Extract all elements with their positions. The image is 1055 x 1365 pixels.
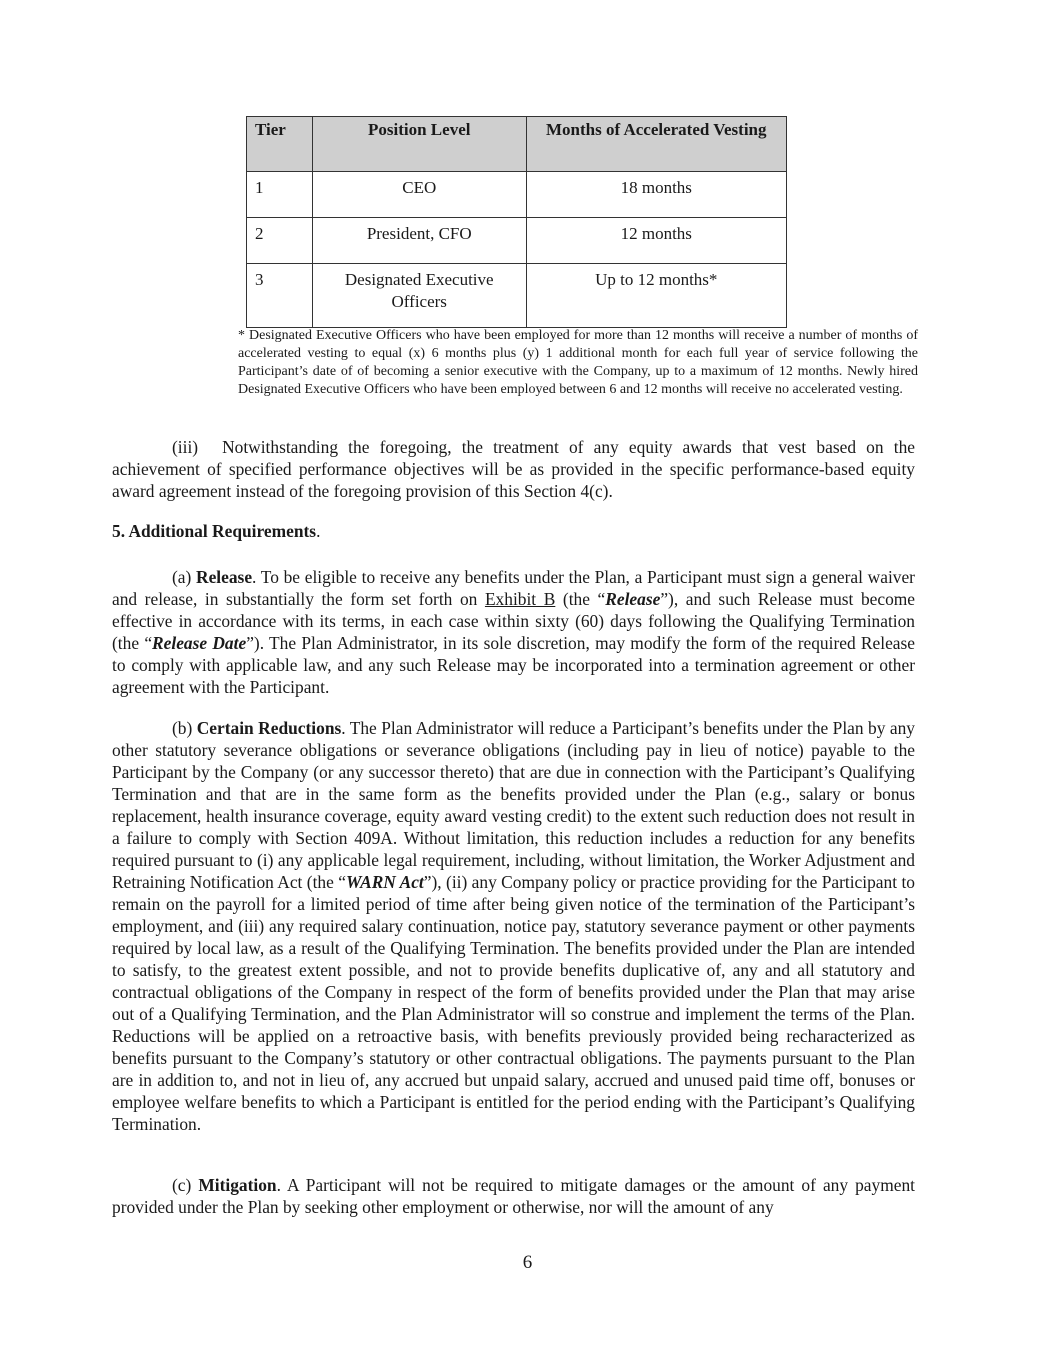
paragraph-heading: Release (196, 567, 253, 587)
header-months-accelerated-vesting: Months of Accelerated Vesting (526, 117, 786, 172)
paragraph-text: . The Plan Administrator will reduce a Participant’s benefits under the Plan by any other statutory severance obligations or severance obligations (including pay in lieu of notice) payable to the Participant by the Company (or any successor thereto) that are due in connection with the Participant’s Qualifying Termination and that are in the same form as the benefits provided under the Plan (e.g., salary or bonus replacement, health insurance coverage, equity award vesting credit) to the extent such reduction does not result in a failure to comply with Section 409A. Without limitation, this reduction includes a reduction for any benefits required pursuant to (i) any applicable legal requirement, including, without limitation, the Worker Adjustment and Retraining Notification Act (the “ (112, 718, 915, 892)
table-footnote: * Designated Executive Officers who have been employed for more than 12 months will receive a number of months of accelerated vesting to equal (x) 6 months plus (y) 1 additional month for each full year of service following the Participant’s date of of becoming a senior executive with the Company, up to a maximum of 12 months. Newly hired Designated Executive Officers who have been employed between 6 and 12 months will receive no accelerated vesting. (238, 328, 918, 397)
tier-cell: 1 (247, 172, 313, 218)
paragraph-text: (the “ (555, 589, 606, 609)
position-cell: CEO (312, 172, 526, 218)
position-cell: Designated Executive Officers (312, 264, 526, 328)
paragraph-label: (iii) (172, 437, 199, 457)
paragraph-c-mitigation (112, 1174, 915, 1218)
section-number: 5. (112, 521, 126, 541)
section-title: Additional Requirements (128, 521, 317, 541)
paragraph-text: Notwithstanding the foregoing, the treatment of any equity awards that vest based on the achievement of specified performance objectives will be as provided in the specific performance-based equity award agreement instead of the foregoing provision of this Section 4(c). (112, 437, 915, 501)
table-row (247, 172, 787, 218)
paragraph-text: ”), and such Release must become effective in accordance with its terms, in each case within sixty (60) days following the Qualifying Termination (the “ (112, 589, 916, 653)
exhibit-b-reference: Exhibit B (484, 589, 556, 609)
position-cell: President, CFO (312, 218, 526, 264)
paragraph-text: . A Participant will not be required to mitigate damages or the amount of any payment provided under the Plan by seeking other employment or otherwise, nor will the amount of any (112, 1175, 915, 1217)
months-cell: Up to 12 months* (526, 264, 786, 328)
paragraph-label: (b) (172, 718, 193, 738)
paragraph-iii (112, 436, 915, 502)
defined-term: Release (605, 589, 661, 609)
tier-cell: 3 (247, 264, 313, 328)
months-cell: 18 months (526, 172, 786, 218)
months-cell: 12 months (526, 218, 786, 264)
paragraph-heading: Mitigation (198, 1175, 277, 1195)
paragraph-text: . To be eligible to receive any benefits under the Plan, a Participant must sign a general waiver and release, in substantially the form set forth on (112, 567, 915, 609)
header-tier: Tier (247, 117, 313, 172)
paragraph-label: (a) (172, 567, 192, 587)
table-row (247, 264, 787, 328)
tier-cell: 2 (247, 218, 313, 264)
vesting-table (246, 116, 787, 328)
paragraph-b-certain-reductions (112, 717, 915, 1135)
defined-term: WARN Act (345, 872, 424, 892)
paragraph-label: (c) (172, 1175, 192, 1195)
table-row (247, 218, 787, 264)
paragraph-a-release (112, 566, 915, 698)
paragraph-heading: Certain Reductions (196, 718, 342, 738)
paragraph-text: ”). The Plan Administrator, in its sole discretion, may modify the form of the required Release to comply with applicable law, and any such Release may be incorporated into a termination agreement or other agreement with the Participant. (112, 633, 916, 697)
section-heading (112, 521, 320, 542)
section-title-period: . (316, 521, 321, 541)
header-position-level: Position Level (312, 117, 526, 172)
paragraph-text: ”), (ii) any Company policy or practice providing for the Participant to remain on the payroll for a limited period of time after being given notice of the termination of the Participant’s employment, and (iii) any required salary continuation, notice pay, statutory severance payment or other payments required by local law, as a result of the Qualifying Termination. The benefits provided under the Plan are intended to satisfy, to the greatest extent possible, and not to provide benefits duplicative of, any and all statutory and contractual obligations of the Company in respect of the form of benefits provided under the Plan that may arise out of a Qualifying Termination, and the Plan Administrator will so construe and implement the terms of the Plan. Reductions will be applied on a retroactive basis, with benefits previously provided being recharacterized as benefits pursuant to the Company’s statutory or other contractual obligations. The payments pursuant to the Plan are in addition to, and not in lieu of, any accrued but unpaid salary, accrued and unused paid time off, bonuses or employee welfare benefits to which a Participant is entitled for the period ending with the Participant’s Qualifying Termination. (112, 872, 915, 1134)
table-header-row (247, 117, 787, 172)
page-number: 6 (522, 1252, 533, 1273)
defined-term: Release Date (152, 633, 247, 653)
